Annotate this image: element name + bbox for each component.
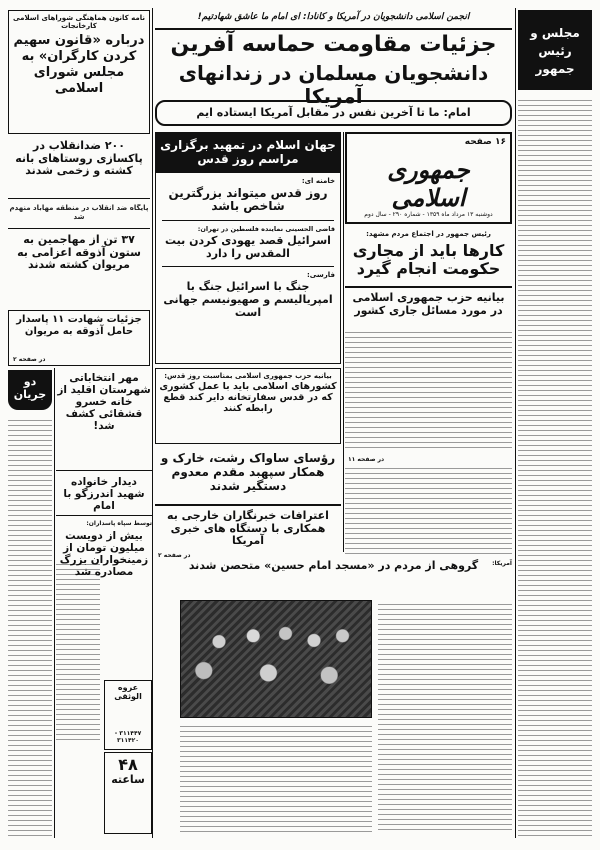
masthead-date: دوشنبه ۱۳ مرداد ماه ۱۳۵۹ - شماره ۲۹۰ - سال دوم [364,211,493,219]
party-quds-headline: کشورهای اسلامی باید با عمل کشوری که در قدس سفارتخانه دایر کند قطع رابطه کنند [159,381,337,414]
party-statement-text [345,328,512,452]
two-currents-tag: دو جریان [8,370,52,410]
bribe-headline: مهر انتخاباتی شهرستان اقلید از خانه خسرو قشقائی کشف شد! [57,372,151,433]
jump-label: در صفحه ۲ [13,356,46,363]
rally-headline: کارها باید از مجاری حکومت انجام گیرد [352,241,505,279]
seize-headline: بیش از دویست میلیون تومان از زمینخواران بزرگ مصادره شد [59,530,149,579]
right-body-text [518,96,592,836]
rally-kicker: رئیس جمهور در اجتماع مردم مشهد: [366,230,491,238]
martyrs-headline: جزئیات شهادت ۱۱ پاسدار حامل آذوقه به مریوان [16,314,142,337]
quds-khamenei: روز قدس میتواند بزرگترین شاخص باشد [168,185,328,214]
mahabad-kicker: پایگاه ضد انقلاب در منطقه مهاباد منهدم شد [9,204,149,222]
ad-number: ۳۱۱۴۴۷ - ۳۱۱۴۲۰ [114,730,142,745]
journalists-headline: اعترافات خبرنگاران خارجی به همکاری با دستگاه های خبری آمریکا [167,509,329,548]
savak-headline: رؤسای ساواک رشت، خارک و همکار سپهبد مقدم معدوم دستگیر شدند [160,451,336,493]
hours-number: ۴۸ [118,755,138,774]
masthead-pages: ۱۶ صفحه [464,137,506,147]
quds-box [155,132,341,364]
main-headline-line1: جزئیات مقاومت حماسه آفرین [170,32,497,57]
quds-plo-kicker: قاضی الحسینی نماینده فلسطین در تهران: [197,225,335,234]
quds-khamenei-kicker: خامنه ای: [301,176,335,185]
hours-label: ساعته [111,773,145,787]
center-body-mid [345,464,512,554]
martyrs-box [8,310,150,366]
hours-box [104,752,152,834]
ad-box [104,680,152,750]
quds-farsi-kicker: فارسی: [306,271,335,280]
left-body-text-1 [8,416,52,836]
parliament-president-box: مجلس و رئیس جمهور [518,10,592,90]
workers-council-kicker: نامه کانون هماهنگی شوراهای اسلامی کارخانجات [13,14,145,31]
masthead-name: جمهوری اسلامی [387,155,470,212]
quds-headline: جهان اسلام در تمهید برگزاری مراسم روز قدس [156,133,340,173]
marivan-headline: ۳۷ تن از مهاجمین به ستون آذوقه اعزامی به مریوان کشته شدند [17,233,141,272]
quds-plo: اسرائیل قصد یهودی کردن بیت المقدس را دارد [165,234,331,260]
visit-headline: دیدار خانواده شهید اندرزگو با امام [63,476,145,513]
seize-kicker: توسط سپاه پاسداران: [86,520,152,527]
ad-title: عروه الوثقی [114,683,142,702]
workers-council-headline: درباره «قانون سهیم کردن کارگران» به مجلس شورای اسلامی [13,33,145,96]
imam-subhead: امام: ما تا آخرین نفس در مقابل آمریکا ایستاده ایم [155,100,512,126]
bane-headline: ۲۰۰ ضدانقلاب در پاکسازی روستاهای بانه کشته و زخمی شدند [15,139,143,178]
left-body-text-2 [56,560,100,740]
party-statement-headline: بیانیه حزب جمهوری اسلامی در مورد مسائل جاری کشور [352,291,505,317]
party-quds-box [155,368,341,444]
news-photo [180,600,372,718]
amrika-kicker: آمریکا: [492,560,512,567]
workers-council-box [8,10,150,134]
photo-caption [180,722,372,832]
jump-label-3: در صفحه ۱۱ [348,456,385,463]
main-headline-line2: دانشجویان مسلمان در زندانهای آمریکا [178,61,489,108]
jump-label-2: در صفحه ۲ [158,552,191,559]
party-quds-kicker: بیانیه حزب جمهوری اسلامی بمناسبت روز قدس: [164,372,332,380]
banner-kicker: انجمن اسلامی دانشجویان در آمریکا و کانادا: ای امام ما عاشق شهادتیم! [197,12,470,22]
masthead [345,132,512,224]
center-body-right [378,600,512,832]
amrika-headline: گروهی از مردم در «مسجد امام حسین» متحصن شدند [188,559,479,572]
quds-farsi: جنگ با اسرائیل جنگ با امپریالیسم و صهیونیسم جهانی است [163,280,333,319]
